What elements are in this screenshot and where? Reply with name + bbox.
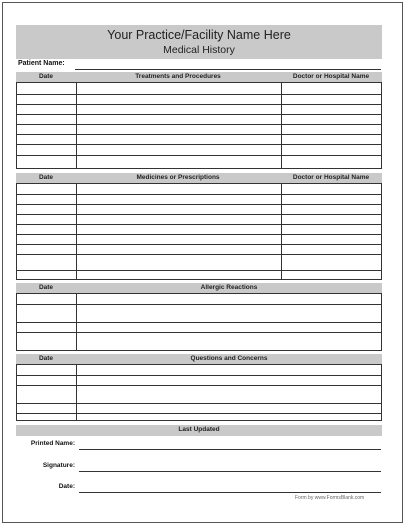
allergic-date-header: Date (38, 284, 54, 291)
questions-date-header: Date (38, 355, 54, 362)
medicines-header (16, 173, 382, 183)
treatments-header (16, 72, 382, 82)
treatments-table[interactable] (16, 82, 382, 169)
treatments-main-header: Treatments and Procedures (135, 73, 221, 80)
allergic-table[interactable] (16, 293, 382, 351)
footer-credit: Form by www.FormsBlank.com (295, 495, 365, 501)
questions-table[interactable] (16, 364, 382, 421)
printed-name-label: Printed Name: (30, 440, 75, 447)
treatments-date-header: Date (38, 73, 54, 80)
medicines-table[interactable] (16, 183, 382, 280)
questions-main-header: Questions and Concerns (190, 355, 268, 362)
allergic-main-header: Allergic Reactions (200, 284, 258, 291)
practice-name: Your Practice/Facility Name Here (107, 28, 291, 42)
form-page (2, 2, 403, 523)
medicines-date-header: Date (38, 174, 54, 181)
printed-name-field[interactable] (79, 449, 381, 450)
date-label: Date: (58, 483, 75, 490)
allergic-header (16, 283, 382, 293)
form-title: Medical History (163, 44, 235, 56)
medicines-doctor-header: Doctor or Hospital Name (292, 174, 370, 181)
medicines-main-header: Medicines or Prescriptions (136, 174, 220, 181)
date-field[interactable] (79, 492, 381, 493)
patient-name-label: Patient Name: (18, 60, 65, 67)
patient-name-field[interactable] (75, 69, 381, 70)
signature-field[interactable] (79, 471, 381, 472)
last-updated-title: Last Updated (178, 426, 220, 433)
signature-label: Signature: (42, 462, 75, 469)
questions-header (16, 354, 382, 364)
treatments-doctor-header: Doctor or Hospital Name (292, 73, 370, 80)
title-band (16, 25, 382, 59)
last-updated-header (16, 425, 382, 436)
